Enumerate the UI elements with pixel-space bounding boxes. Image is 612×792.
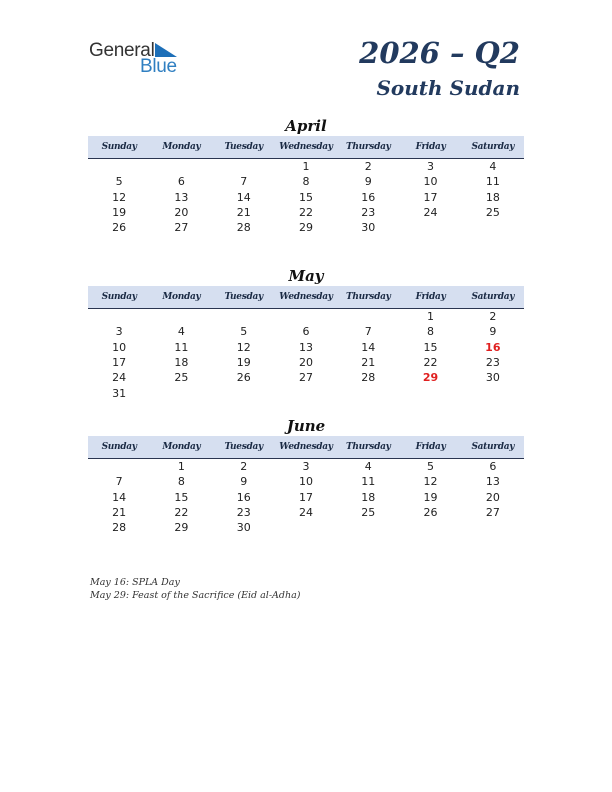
day-cell: 6 [302, 325, 310, 339]
week-row [88, 340, 524, 355]
day-cell: 18 [174, 356, 189, 370]
day-cell: 23 [236, 506, 251, 520]
day-cell: 10 [112, 340, 127, 354]
week-row [88, 459, 524, 474]
weekday-label: Thursday [345, 142, 391, 152]
day-cell: 29 [174, 521, 189, 535]
day-cell: 9 [240, 475, 248, 489]
day-cell: 21 [236, 206, 251, 220]
day-cell: 28 [361, 371, 376, 385]
day-cell: 5 [427, 460, 435, 474]
day-cell: 17 [112, 356, 127, 370]
weekday-label: Monday [162, 142, 201, 152]
day-cell: 24 [112, 371, 127, 385]
day-cell: 16 [236, 490, 251, 504]
day-cell: 16 [361, 190, 376, 204]
day-cell: 1 [427, 310, 435, 324]
day-cell: 24 [423, 206, 438, 220]
day-cell: 19 [112, 206, 127, 220]
generalblue-logo [89, 40, 189, 80]
month-grid [88, 459, 524, 535]
weekday-label: Tuesday [224, 442, 263, 452]
weekday-label: Sunday [101, 292, 137, 302]
weekday-label: Wednesday [279, 442, 333, 452]
day-cell: 17 [423, 190, 438, 204]
day-cell: 31 [112, 386, 127, 400]
day-cell: 3 [427, 160, 435, 174]
weekday-label: Friday [415, 142, 446, 152]
day-cell: 27 [485, 506, 500, 520]
weekday-label: Wednesday [279, 292, 333, 302]
day-cell: 11 [361, 475, 376, 489]
week-row [88, 370, 524, 385]
weekday-label: Wednesday [279, 142, 333, 152]
day-cell: 25 [485, 206, 500, 220]
weekday-label: Monday [162, 292, 201, 302]
day-cell: 7 [115, 475, 123, 489]
weekday-label: Friday [415, 292, 446, 302]
week-row [88, 205, 524, 220]
day-cell: 6 [489, 460, 497, 474]
day-cell: 8 [302, 175, 310, 189]
day-cell: 15 [423, 340, 438, 354]
weekday-header [88, 286, 524, 309]
day-cell: 13 [174, 190, 189, 204]
day-cell: 10 [423, 175, 438, 189]
holiday-notes [90, 576, 300, 602]
holiday-note: May 29: Feast of the Sacrifice (Eid al-Adha) [90, 590, 301, 601]
day-cell: 21 [361, 356, 376, 370]
page-title: 2026 – Q2 [359, 36, 520, 70]
month-grid [88, 159, 524, 235]
day-cell: 2 [364, 160, 372, 174]
weekday-label: Sunday [101, 442, 137, 452]
weekday-label: Tuesday [224, 292, 263, 302]
week-row [88, 309, 524, 324]
day-cell: 25 [361, 506, 376, 520]
day-cell: 23 [485, 356, 500, 370]
day-cell: 13 [485, 475, 500, 489]
day-cell: 6 [177, 175, 185, 189]
week-row [88, 355, 524, 370]
day-cell: 7 [240, 175, 248, 189]
day-cell: 12 [423, 475, 438, 489]
day-cell: 9 [364, 175, 372, 189]
day-cell: 27 [298, 371, 313, 385]
day-cell: 3 [302, 460, 310, 474]
day-cell: 15 [174, 490, 189, 504]
day-cell: 23 [361, 206, 376, 220]
week-row [88, 190, 524, 205]
weekday-label: Saturday [471, 292, 515, 302]
day-cell: 4 [489, 160, 497, 174]
week-row [88, 520, 524, 535]
week-row [88, 474, 524, 489]
weekday-label: Sunday [101, 142, 137, 152]
month-may [88, 266, 524, 401]
day-cell: 9 [489, 325, 497, 339]
day-cell: 17 [298, 490, 313, 504]
day-cell: 8 [427, 325, 435, 339]
week-row [88, 324, 524, 339]
day-cell: 10 [298, 475, 313, 489]
weekday-label: Thursday [345, 442, 391, 452]
week-row [88, 220, 524, 235]
day-cell: 1 [177, 460, 185, 474]
holiday-note: May 16: SPLA Day [90, 577, 180, 588]
day-cell: 19 [236, 356, 251, 370]
day-cell: 30 [236, 521, 251, 535]
day-cell: 27 [174, 221, 189, 235]
day-cell: 26 [236, 371, 251, 385]
day-cell: 30 [361, 221, 376, 235]
day-cell: 18 [361, 490, 376, 504]
day-cell: 22 [298, 206, 313, 220]
day-cell: 15 [298, 190, 313, 204]
logo-text-blue: Blue [140, 56, 177, 77]
weekday-label: Friday [415, 442, 446, 452]
day-cell: 1 [302, 160, 310, 174]
week-row [88, 385, 524, 400]
day-cell: 20 [485, 490, 500, 504]
logo-triangle-icon [155, 43, 177, 57]
country-subtitle: South Sudan [376, 76, 520, 100]
day-cell: 25 [174, 371, 189, 385]
day-cell: 5 [115, 175, 123, 189]
holiday-day-cell: 16 [485, 340, 501, 354]
day-cell: 4 [177, 325, 185, 339]
weekday-header [88, 436, 524, 459]
day-cell: 2 [240, 460, 248, 474]
weekday-label: Saturday [471, 142, 515, 152]
month-title: April [285, 117, 327, 135]
weekday-label: Thursday [345, 292, 391, 302]
day-cell: 14 [361, 340, 376, 354]
day-cell: 28 [112, 521, 127, 535]
day-cell: 24 [298, 506, 313, 520]
month-grid [88, 309, 524, 401]
day-cell: 11 [174, 340, 189, 354]
weekday-label: Saturday [471, 442, 515, 452]
day-cell: 5 [240, 325, 248, 339]
day-cell: 30 [485, 371, 500, 385]
month-june [88, 416, 524, 535]
day-cell: 20 [298, 356, 313, 370]
day-cell: 26 [112, 221, 127, 235]
day-cell: 14 [112, 490, 127, 504]
day-cell: 2 [489, 310, 497, 324]
day-cell: 8 [177, 475, 185, 489]
day-cell: 26 [423, 506, 438, 520]
day-cell: 4 [364, 460, 372, 474]
day-cell: 22 [174, 506, 189, 520]
day-cell: 12 [236, 340, 251, 354]
day-cell: 3 [115, 325, 123, 339]
week-row [88, 505, 524, 520]
week-row [88, 159, 524, 174]
day-cell: 28 [236, 221, 251, 235]
weekday-label: Tuesday [224, 142, 263, 152]
week-row [88, 490, 524, 505]
month-title: May [288, 267, 324, 285]
day-cell: 18 [485, 190, 500, 204]
day-cell: 7 [364, 325, 372, 339]
day-cell: 14 [236, 190, 251, 204]
day-cell: 29 [298, 221, 313, 235]
day-cell: 12 [112, 190, 127, 204]
day-cell: 19 [423, 490, 438, 504]
day-cell: 22 [423, 356, 438, 370]
week-row [88, 174, 524, 189]
weekday-header [88, 136, 524, 159]
month-april [88, 116, 524, 235]
day-cell: 11 [485, 175, 500, 189]
month-title: June [286, 417, 326, 435]
holiday-day-cell: 29 [422, 371, 439, 385]
weekday-label: Monday [162, 442, 201, 452]
day-cell: 21 [112, 506, 127, 520]
day-cell: 13 [298, 340, 313, 354]
logo-text-general: General [89, 40, 155, 61]
day-cell: 20 [174, 206, 189, 220]
